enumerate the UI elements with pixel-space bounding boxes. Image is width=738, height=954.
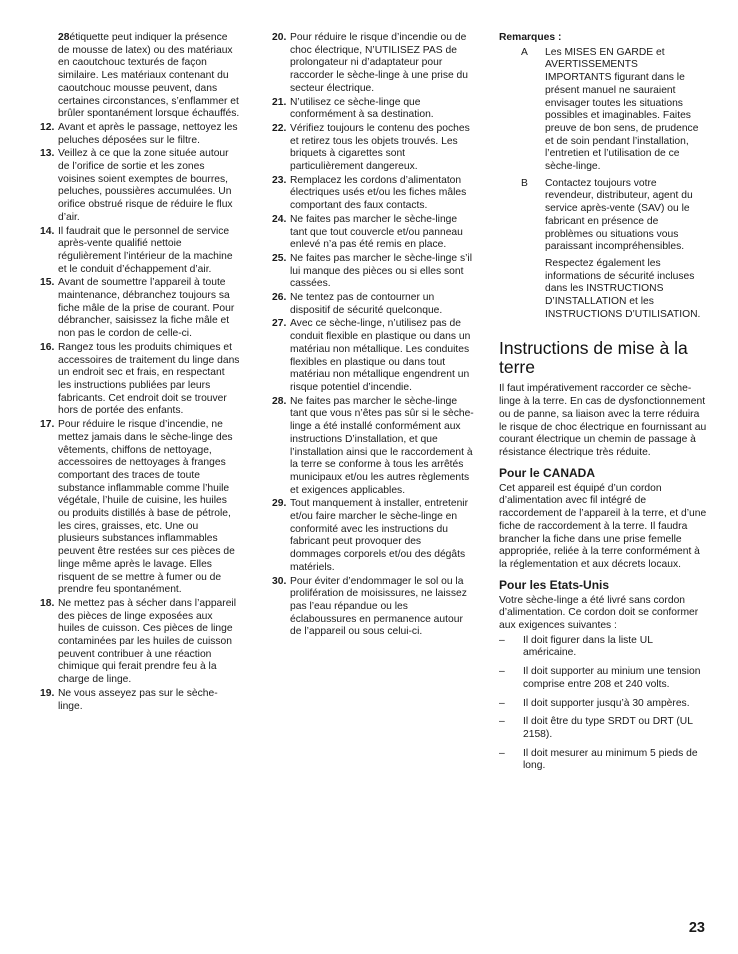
note-letter: A	[521, 46, 528, 58]
requirement-text: Il doit supporter jusqu’à 30 ampères.	[523, 697, 690, 709]
item-number: 17.	[40, 419, 55, 431]
list-item	[272, 32, 474, 96]
item-text: N’utilisez ce sèche-linge que conformément à sa destination.	[290, 96, 434, 121]
list-item	[40, 226, 240, 277]
list-item	[40, 419, 240, 597]
item-text: Vérifiez toujours le contenu des poches et retirez tous les objets trouvés. Les briquets à cigarettes sont particulièrement dangereux.	[290, 122, 470, 173]
us-text: Votre sèche-linge a été livré sans cordon d’alimentation. Ce cordon doit se conformer aux exigences suivantes :	[499, 594, 699, 632]
list-item	[272, 97, 474, 122]
list-item	[40, 342, 240, 418]
list-item	[272, 576, 474, 640]
list-item	[272, 123, 474, 174]
requirement-item	[499, 698, 707, 711]
item-text: Ne vous asseyez pas sur le sèche-linge.	[58, 687, 218, 712]
item-number: 30.	[272, 575, 287, 587]
list-item	[272, 253, 474, 291]
remarks-title: Remarques :	[499, 32, 562, 43]
requirement-item	[499, 635, 707, 660]
note-letter: B	[521, 177, 528, 189]
item-number: 27.	[272, 318, 287, 330]
item-text: Pour réduire le risque d’incendie ou de choc électrique, N’UTILISEZ PAS de prolongateur ni d’adaptateur pour raccorder le sèche-linge à une prise du secteur électrique.	[290, 32, 469, 94]
requirement-text: Il doit figurer dans la liste UL américaine.	[523, 634, 653, 659]
column-middle	[272, 32, 474, 640]
item-text: Il faudrait que le personnel de service après-vente qualifié nettoie régulièrement l’intérieur de la machine et le conduit d’échappement d’air.	[58, 225, 233, 275]
list-item	[272, 498, 474, 574]
list-item	[272, 214, 474, 252]
dash-bullet: –	[499, 634, 505, 646]
item-text: Ne faites pas marcher le sèche-linge tant que tout couvercle et/ou panneau enlevé n’a pas été remis en place.	[290, 213, 463, 251]
item-number: 29.	[272, 498, 287, 510]
list-item	[40, 148, 240, 224]
item-text: Rangez tous les produits chimiques et accessoires de traitement du linge dans un endroit sec et frais, en respectant les instructions publiées par leurs fabricants. Cet endroit doit se trouver hors de portée des enfants.	[58, 341, 240, 417]
requirement-text: Il doit mesurer au minimum 5 pieds de long.	[523, 747, 698, 772]
list-item	[40, 688, 240, 713]
item-number: 23.	[272, 174, 287, 186]
dash-bullet: –	[499, 697, 505, 709]
list-item	[40, 277, 240, 341]
note-text: Contactez toujours votre revendeur, distributeur, agent du service après-vente (SAV) ou le fabricant en présence de problèmes ou situations vous paraissant incompréhensibles.	[545, 177, 693, 253]
item-number: 18.	[40, 597, 55, 609]
item-number: 15.	[40, 277, 55, 289]
column-right	[499, 32, 707, 779]
item-text: Avant et après le passage, nettoyez les peluches déposées sur le filtre.	[58, 121, 238, 146]
item-number: 19.	[40, 687, 55, 699]
item-number: 28.	[272, 395, 287, 407]
item-number: 13.	[40, 148, 55, 160]
column-left	[40, 32, 240, 714]
item-text: Ne tentez pas de contourner un dispositif de sécurité quelconque.	[290, 292, 443, 316]
item-number: 16.	[40, 341, 55, 353]
list-item	[40, 598, 240, 687]
item-number: 26.	[272, 292, 287, 304]
grounding-intro: Il faut impérativement raccorder ce sèche-linge à la terre. En cas de dysfonctionnement ou de panne, sa liaison avec la terre réduira le risque de choc électrique en fournissant au courant électrique un chemin de passage à résistance électrique très réduite.	[499, 383, 707, 458]
page-number: 23	[688, 920, 705, 936]
continued-item-text: 28étiquette peut indiquer la présence de mousse de latex) ou des matériaux en caoutchouc texturés de façon similaire. Les matériaux contenant du caoutchouc mousse peuvent, dans certaines circonstances, s’enflammer et brûler spontanément lorsque échauffés.	[58, 32, 240, 120]
item-number: 24.	[272, 213, 287, 225]
requirement-text: Il doit être du type SRDT ou DRT (UL 2158).	[523, 716, 693, 740]
item-number: 14.	[40, 225, 55, 237]
item-text: Veillez à ce que la zone située autour de l’orifice de sortie et les zones voisines soient exemptes de bourres, peluches, poussières accumulées. Un orifice obstrué risque de réduire le flux d’air.	[58, 148, 233, 223]
list-item	[272, 175, 474, 213]
item-text: Avec ce sèche-linge, n’utilisez pas de conduit flexible en plastique ou dans un matériau non métallique. Les conduites flexibles en plastique ou dans tout matériau non métallique engendrent un risque potentiel d’incendie.	[290, 318, 471, 393]
item-text: Pour réduire le risque d’incendie, ne mettez jamais dans le sèche-linge des vêtements, chiffons de nettoyage, accessoires de nettoyages à franges comportant des traces de toute substance inflammable comme l’huile végétale, l’huile de cuisine, les huiles ou produits distillés à base de pétrole, les cires, graisses, etc. Une ou plusieurs substances inflammables peuvent être restées sur ces pièces de linge même après le lavage. Elles risquent de se mettre à fumer ou de prendre feu spontanément.	[58, 419, 235, 596]
requirement-text: Il doit supporter au minium une tension comprise entre 208 et 240 volts.	[523, 666, 701, 690]
dash-bullet: –	[499, 666, 505, 678]
requirement-item	[499, 716, 707, 741]
item-text: Remplacez les cordons d’alimentaton électriques usés et/ou les fiches mâles comportant des faux contacts.	[290, 174, 467, 212]
list-item	[40, 122, 240, 147]
section-heading: Instructions de mise à la terre	[499, 338, 688, 378]
item-text: Pour éviter d’endommager le sol ou la prolifération de moisissures, ne laissez pas l’eau répandue ou les éclaboussures en permanence autour de l’appareil ou sous celui-ci.	[290, 575, 467, 638]
item-number: 12.	[40, 121, 55, 133]
item-text: Ne faites pas marcher le sèche-linge tant que vous n’êtes pas sûr si le sèche-linge a été installé conformément aux instructions D’installation, et que l’installation ainsi que le raccordement à la terre se conforme à tous les arrêtés municipaux et/ou les autres règlements et exigences applicables.	[290, 395, 474, 496]
list-item	[272, 396, 474, 498]
dash-bullet: –	[499, 747, 505, 759]
item-text: Ne faites pas marcher le sèche-linge s’il lui manque des pièces ou si elles sont cassées.	[290, 252, 472, 290]
requirement-item	[499, 666, 707, 691]
item-number: 21.	[272, 96, 287, 108]
list-item	[272, 318, 474, 394]
note-extra-text: Respectez également les informations de sécurité incluses dans les INSTRUCTIONS D’INSTALLATION et les INSTRUCTIONS D’UTILISATION.	[545, 257, 701, 320]
item-text: Ne mettez pas à sécher dans l’appareil des pièces de linge exposées aux huiles de cuisson. Ces pièces de linge contaminées par les huiles de cuisson peuvent contribuer à une réaction chimique qui ferait prendre feu à la charge de linge.	[58, 597, 237, 686]
canada-text: Cet appareil est équipé d’un cordon d’alimentation avec fil intégré de raccordement de l’appareil à la terre, et d’une fiche de raccordement à la terre. Il faudra brancher la fiche dans une prise femelle appropriée, reliée à la terre conformément à la réglementation et aux décrets locaux.	[499, 482, 707, 570]
canada-heading: Pour le CANADA	[499, 465, 596, 480]
dash-bullet: –	[499, 716, 505, 728]
item-text: Tout manquement à installer, entretenir et/ou faire marcher le sèche-linge en conformité avec les instructions du fabricant peut provoquer des dommages corporels et/ou des dégâts matériels.	[290, 498, 469, 573]
item-number: 25.	[272, 252, 287, 264]
item-number: 20.	[272, 32, 287, 43]
note-item	[499, 47, 707, 174]
item-number: 22.	[272, 122, 287, 134]
list-item	[272, 292, 474, 317]
item-text: Avant de soumettre l’appareil à toute maintenance, débranchez toujours sa fiche mâle de la prise de courant. Pour débrancher, saisissez la fiche mâle et non pas le cordon de celle-ci.	[58, 277, 235, 340]
us-heading: Pour les Etats-Unis	[499, 577, 610, 592]
requirement-item	[499, 748, 707, 773]
note-text: Les MISES EN GARDE et AVERTISSEMENTS IMPORTANTS figurant dans le présent manuel ne sauraient envisager toutes les situations possibles et imaginables. Faites preuve de bon sens, de prudence et de soin pendant l’installation, l’entretien et l’utilisation de ce sèche-linge.	[545, 46, 699, 173]
note-item	[499, 178, 707, 254]
